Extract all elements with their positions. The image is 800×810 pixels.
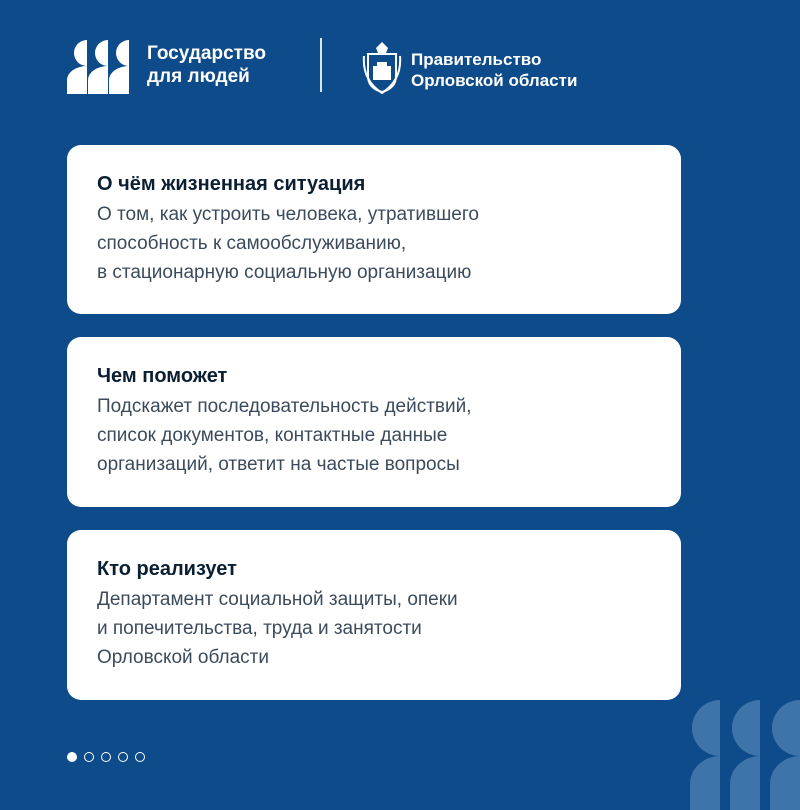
card-title: Кто реализует	[97, 558, 237, 580]
coat-of-arms-icon	[362, 40, 402, 94]
page-dot-3[interactable]	[101, 752, 111, 762]
card-help	[67, 337, 681, 507]
page-dot-2[interactable]	[84, 752, 94, 762]
government-name: Правительство Орловской области	[411, 50, 578, 90]
card-text: Департамент социальной защиты, опеки и попечительства, труда и занятости Орловской области	[97, 589, 458, 668]
header-divider	[320, 38, 322, 92]
decorative-logo-icon	[690, 700, 800, 810]
pagination-dots	[67, 752, 145, 762]
gosudarstvo-logo-icon	[67, 40, 131, 94]
card-situation	[67, 145, 681, 314]
card-title: О чём жизненная ситуация	[97, 173, 366, 195]
card-text: О том, как устроить человека, утратившего способность к самообслуживанию, в стационарную социальную организацию	[97, 204, 479, 283]
card-implementer	[67, 530, 681, 700]
page-dot-4[interactable]	[118, 752, 128, 762]
brand-name: Государство для людей	[147, 43, 266, 87]
card-title: Чем поможет	[97, 365, 228, 387]
page-dot-1[interactable]	[67, 752, 77, 762]
card-text: Подскажет последовательность действий, список документов, контактные данные организаций, ответит на частые вопросы	[97, 396, 472, 475]
page-dot-5[interactable]	[135, 752, 145, 762]
